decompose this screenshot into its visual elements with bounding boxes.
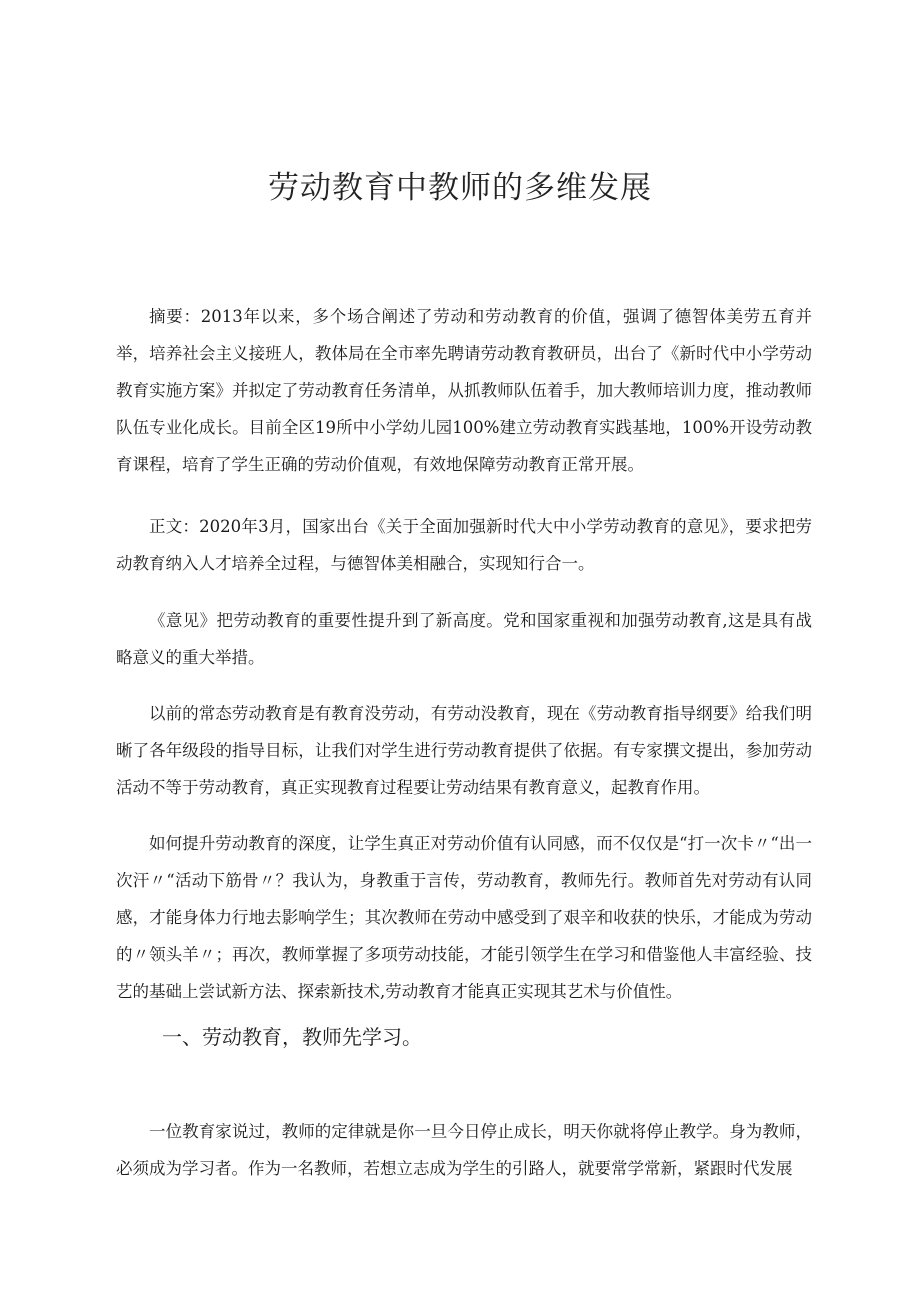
body-intro-paragraph: 正文：2020年3月，国家出台《关于全面加强新时代大中小学劳动教育的意见》，要求把劳动教育纳入人才培养全过程，与德智体美相融合，实现知行合一。 xyxy=(116,517,812,573)
abstract-paragraph: 摘要：2013年以来，多个场合阐述了劳动和劳动教育的价值，强调了德智体美劳五育并举，培养社会主义接班人，教体局在全市率先聘请劳动教育教研员，出台了《新时代中小学劳动教育实施方案》并拟定了劳动教育任务清单，从抓教师队伍着手，加大教师培训力度，推动教师队伍专业化成长。目前全区19所中小学幼儿园100%建立劳动教育实践基地，100%开设劳动教育课程，培育了学生正确的劳动价值观，有效地保障劳动教育正常开展。 xyxy=(116,307,812,474)
section-one-heading: 一、劳动教育，教师先学习。 xyxy=(162,1025,422,1049)
past-practice-paragraph: 以前的常态劳动教育是有教育没劳动，有劳动没教育，现在《劳动教育指导纲要》给我们明晰了各年级段的指导目标，让我们对学生进行劳动教育提供了依据。有专家撰文提出，参加劳动活动不等于劳动教育，真正实现教育过程要让劳动结果有教育意义，起教育作用。 xyxy=(116,704,812,797)
opinion-paragraph: 《意见》把劳动教育的重要性提升到了新高度。党和国家重视和加强劳动教育,这是具有战略意义的重大举措。 xyxy=(116,611,812,667)
how-to-improve-paragraph: 如何提升劳动教育的深度，让学生真正对劳动价值有认同感，而不仅仅是“打一次卡〃“出一次汗〃“活动下筋骨〃？我认为，身教重于言传，劳动教育，教师先行。教师首先对劳动有认同感，才能身体力行地去影响学生；其次教师在劳动中感受到了艰辛和收获的快乐，才能成为劳动的〃领头羊〃；再次，教师掌握了多项劳动技能，才能引领学生在学习和借鉴他人丰富经验、技艺的基础上尝试新方法、探索新技术,劳动教育才能真正实现其艺术与价值性。 xyxy=(116,834,812,1001)
document-title: 劳动教育中教师的多维发展 xyxy=(268,170,652,206)
teacher-learning-paragraph: 一位教育家说过，教师的定律就是你一旦今日停止成长，明天你就将停止教学。身为教师，必须成为学习者。作为一名教师，若想立志成为学生的引路人，就要常学常新，紧跟时代发展 xyxy=(116,1122,812,1178)
